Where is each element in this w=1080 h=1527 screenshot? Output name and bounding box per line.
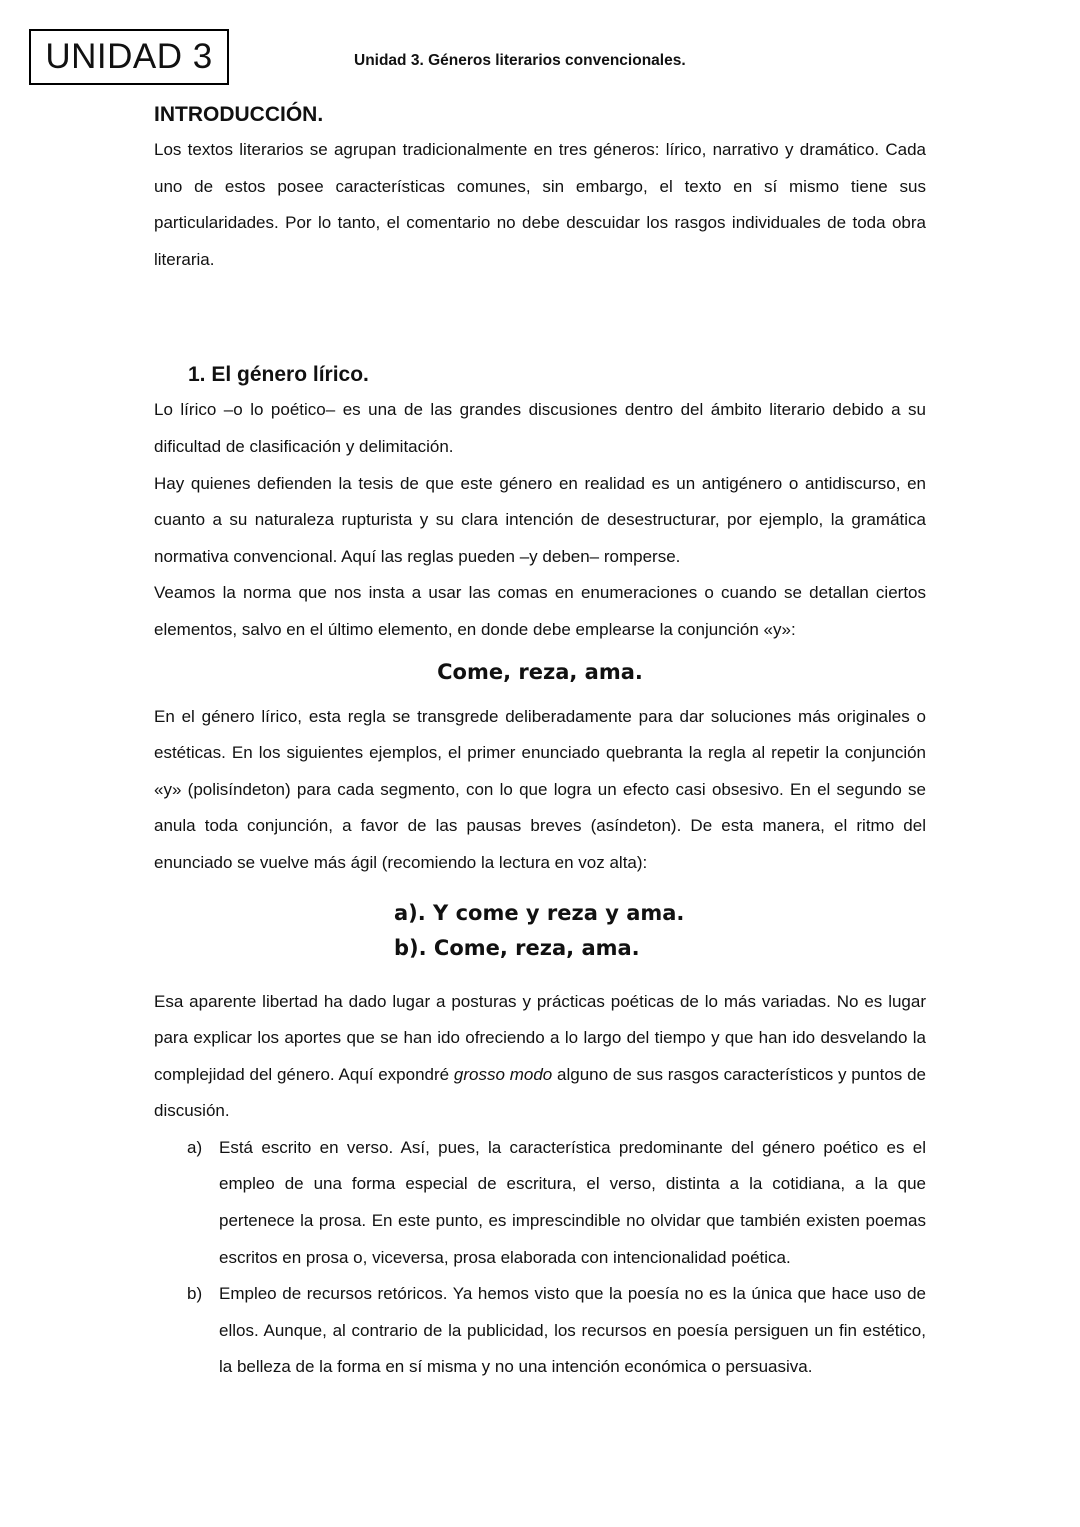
list-item-marker: a)	[187, 1137, 203, 1157]
example-main: Come, reza, ama.	[437, 659, 643, 684]
paragraph-5-after: alguno de sus rasgos característicos y puntos de discusión.	[154, 1064, 926, 1121]
list-item-marker: b)	[187, 1284, 203, 1304]
list-item	[154, 1276, 926, 1386]
example-a: a). Y come y reza y ama.	[394, 900, 685, 925]
section-heading-lyric: 1. El género lírico.	[188, 363, 369, 387]
intro-paragraph: Los textos literarios se agrupan tradicionalmente en tres géneros: lírico, narrativo y dramático. Cada uno de estos posee características comunes, sin embargo, el texto en sí mismo tiene sus particularidades. Por lo tanto, el comentario no debe descuidar los rasgos individuales de toda obra literaria.	[154, 140, 926, 269]
examples-block	[154, 896, 926, 966]
document-body	[154, 98, 926, 1386]
paragraph-5-italic: grosso modo	[453, 1064, 553, 1084]
example-b: b). Come, reza, ama.	[394, 935, 640, 960]
page-header-title: Unidad 3. Géneros literarios convencionales.	[354, 52, 686, 69]
list-item-text: Está escrito en verso. Así, pues, la característica predominante del género poético es el empleo de una forma especial de escritura, el verso, distinta a la cotidiana, a la que pertenece la prosa. En este punto, es imprescindible no olvidar que también existen poemas escritos en prosa o, viceversa, prosa elaborada con intencionalidad poética.	[219, 1137, 926, 1267]
section-paragraph-3: Veamos la norma que nos insta a usar las comas en enumeraciones o cuando se detallan ciertos elementos, salvo en el último elemento, en donde debe emplearse la conjunción «y»:	[154, 583, 926, 639]
unit-label: UNIDAD 3	[45, 37, 213, 76]
list-item-text: Empleo de recursos retóricos. Ya hemos visto que la poesía no es la única que hace uso de ellos. Aunque, al contrario de la publicidad, los recursos en poesía persiguen un fin estético, la belleza de la forma en sí misma y no una intención económica o persuasiva.	[219, 1284, 926, 1377]
section-paragraph-4: En el género lírico, esta regla se transgrede deliberadamente para dar soluciones más originales o estéticas. En los siguientes ejemplos, el primer enunciado quebranta la regla al repetir la conjunción «y» (polisíndeton) para cada segmento, con lo que logra un efecto casi obsesivo. En el segundo se anula toda conjunción, a favor de las pausas breves (asíndeton). De esta manera, el ritmo del enunciado se vuelve más ágil (recomiendo la lectura en voz alta):	[154, 706, 926, 872]
section-paragraph-5	[154, 984, 926, 1130]
section-paragraph-1: Lo lírico –o lo poético– es una de las grandes discusiones dentro del ámbito literario debido a su dificultad de clasificación y delimitación.	[154, 400, 926, 456]
unit-label-box	[29, 29, 229, 85]
intro-heading: INTRODUCCIÓN.	[154, 103, 324, 126]
section-paragraph-2: Hay quienes defienden la tesis de que este género en realidad es un antigénero o antidiscurso, en cuanto a su naturaleza rupturista y su clara intención de desestructurar, por ejemplo, la gramática normativa convencional. Aquí las reglas pueden –y deben– romperse.	[154, 473, 926, 566]
list-item	[154, 1130, 926, 1276]
features-list	[154, 1130, 926, 1386]
paragraph-5-before: Esa aparente libertad ha dado lugar a posturas y prácticas poéticas de lo más variadas. No es lugar para explicar los aportes que se han ido ofreciendo a lo largo del tiempo y que han ido desvelando la complejidad del género. Aquí expondré	[154, 991, 926, 1084]
